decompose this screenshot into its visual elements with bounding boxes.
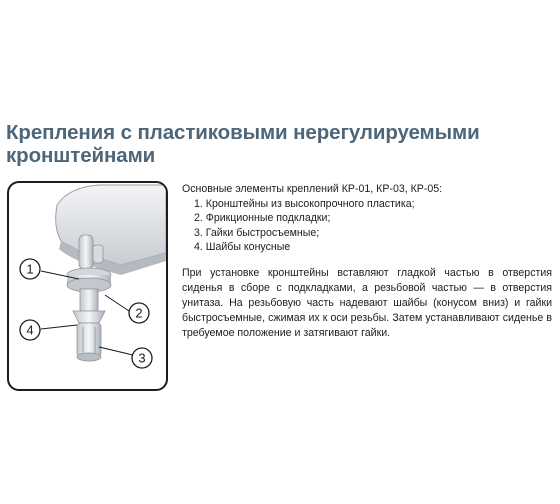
parts-list-item: 2. Фрикционные подкладки;	[194, 212, 331, 225]
callout-2-label: 2	[135, 305, 143, 321]
cone-washer-part	[73, 289, 105, 323]
callout-3	[132, 348, 152, 368]
parts-list-item: 3. Гайки быстросъемные;	[194, 226, 320, 239]
parts-intro: Основные элементы креплений КР-01, КР-03, КР-05:	[182, 183, 443, 195]
seat-shape	[56, 185, 166, 275]
title-line-2: кронштейнами	[6, 144, 156, 167]
callout-4-label: 4	[26, 322, 34, 338]
parts-list-item: 4. Шайбы конусные	[194, 241, 291, 254]
friction-pad-part	[67, 268, 111, 292]
mounting-illustration	[7, 181, 168, 391]
title-line-1: Крепления с пластиковыми нерегулируемыми	[6, 121, 480, 144]
parts-list	[182, 197, 552, 255]
section-title	[6, 121, 546, 167]
quick-nut-part	[77, 323, 101, 361]
callout-1-label: 1	[26, 261, 34, 277]
callout-4	[20, 320, 40, 340]
bracket-assembly-drawing	[9, 183, 166, 389]
parts-description	[182, 182, 552, 255]
callout-2	[129, 303, 149, 323]
callout-3-label: 3	[138, 350, 146, 366]
installation-paragraph: При установке кронштейны вставляют гладкой частью в отверстия сиденья в сборе с подкладками, а резьбовой частью — в отверстия унитаза. На резьбовую часть надевают шайбы (конусом вниз) и гайки быстросъемные, сжимая их к оси резьбы. Затем устанавливают сиденье в требуемое положение и затягивают гайки.	[182, 267, 552, 339]
parts-list-item: 1. Кронштейны из высокопрочного пластика;	[194, 197, 415, 210]
callout-1	[20, 259, 40, 279]
